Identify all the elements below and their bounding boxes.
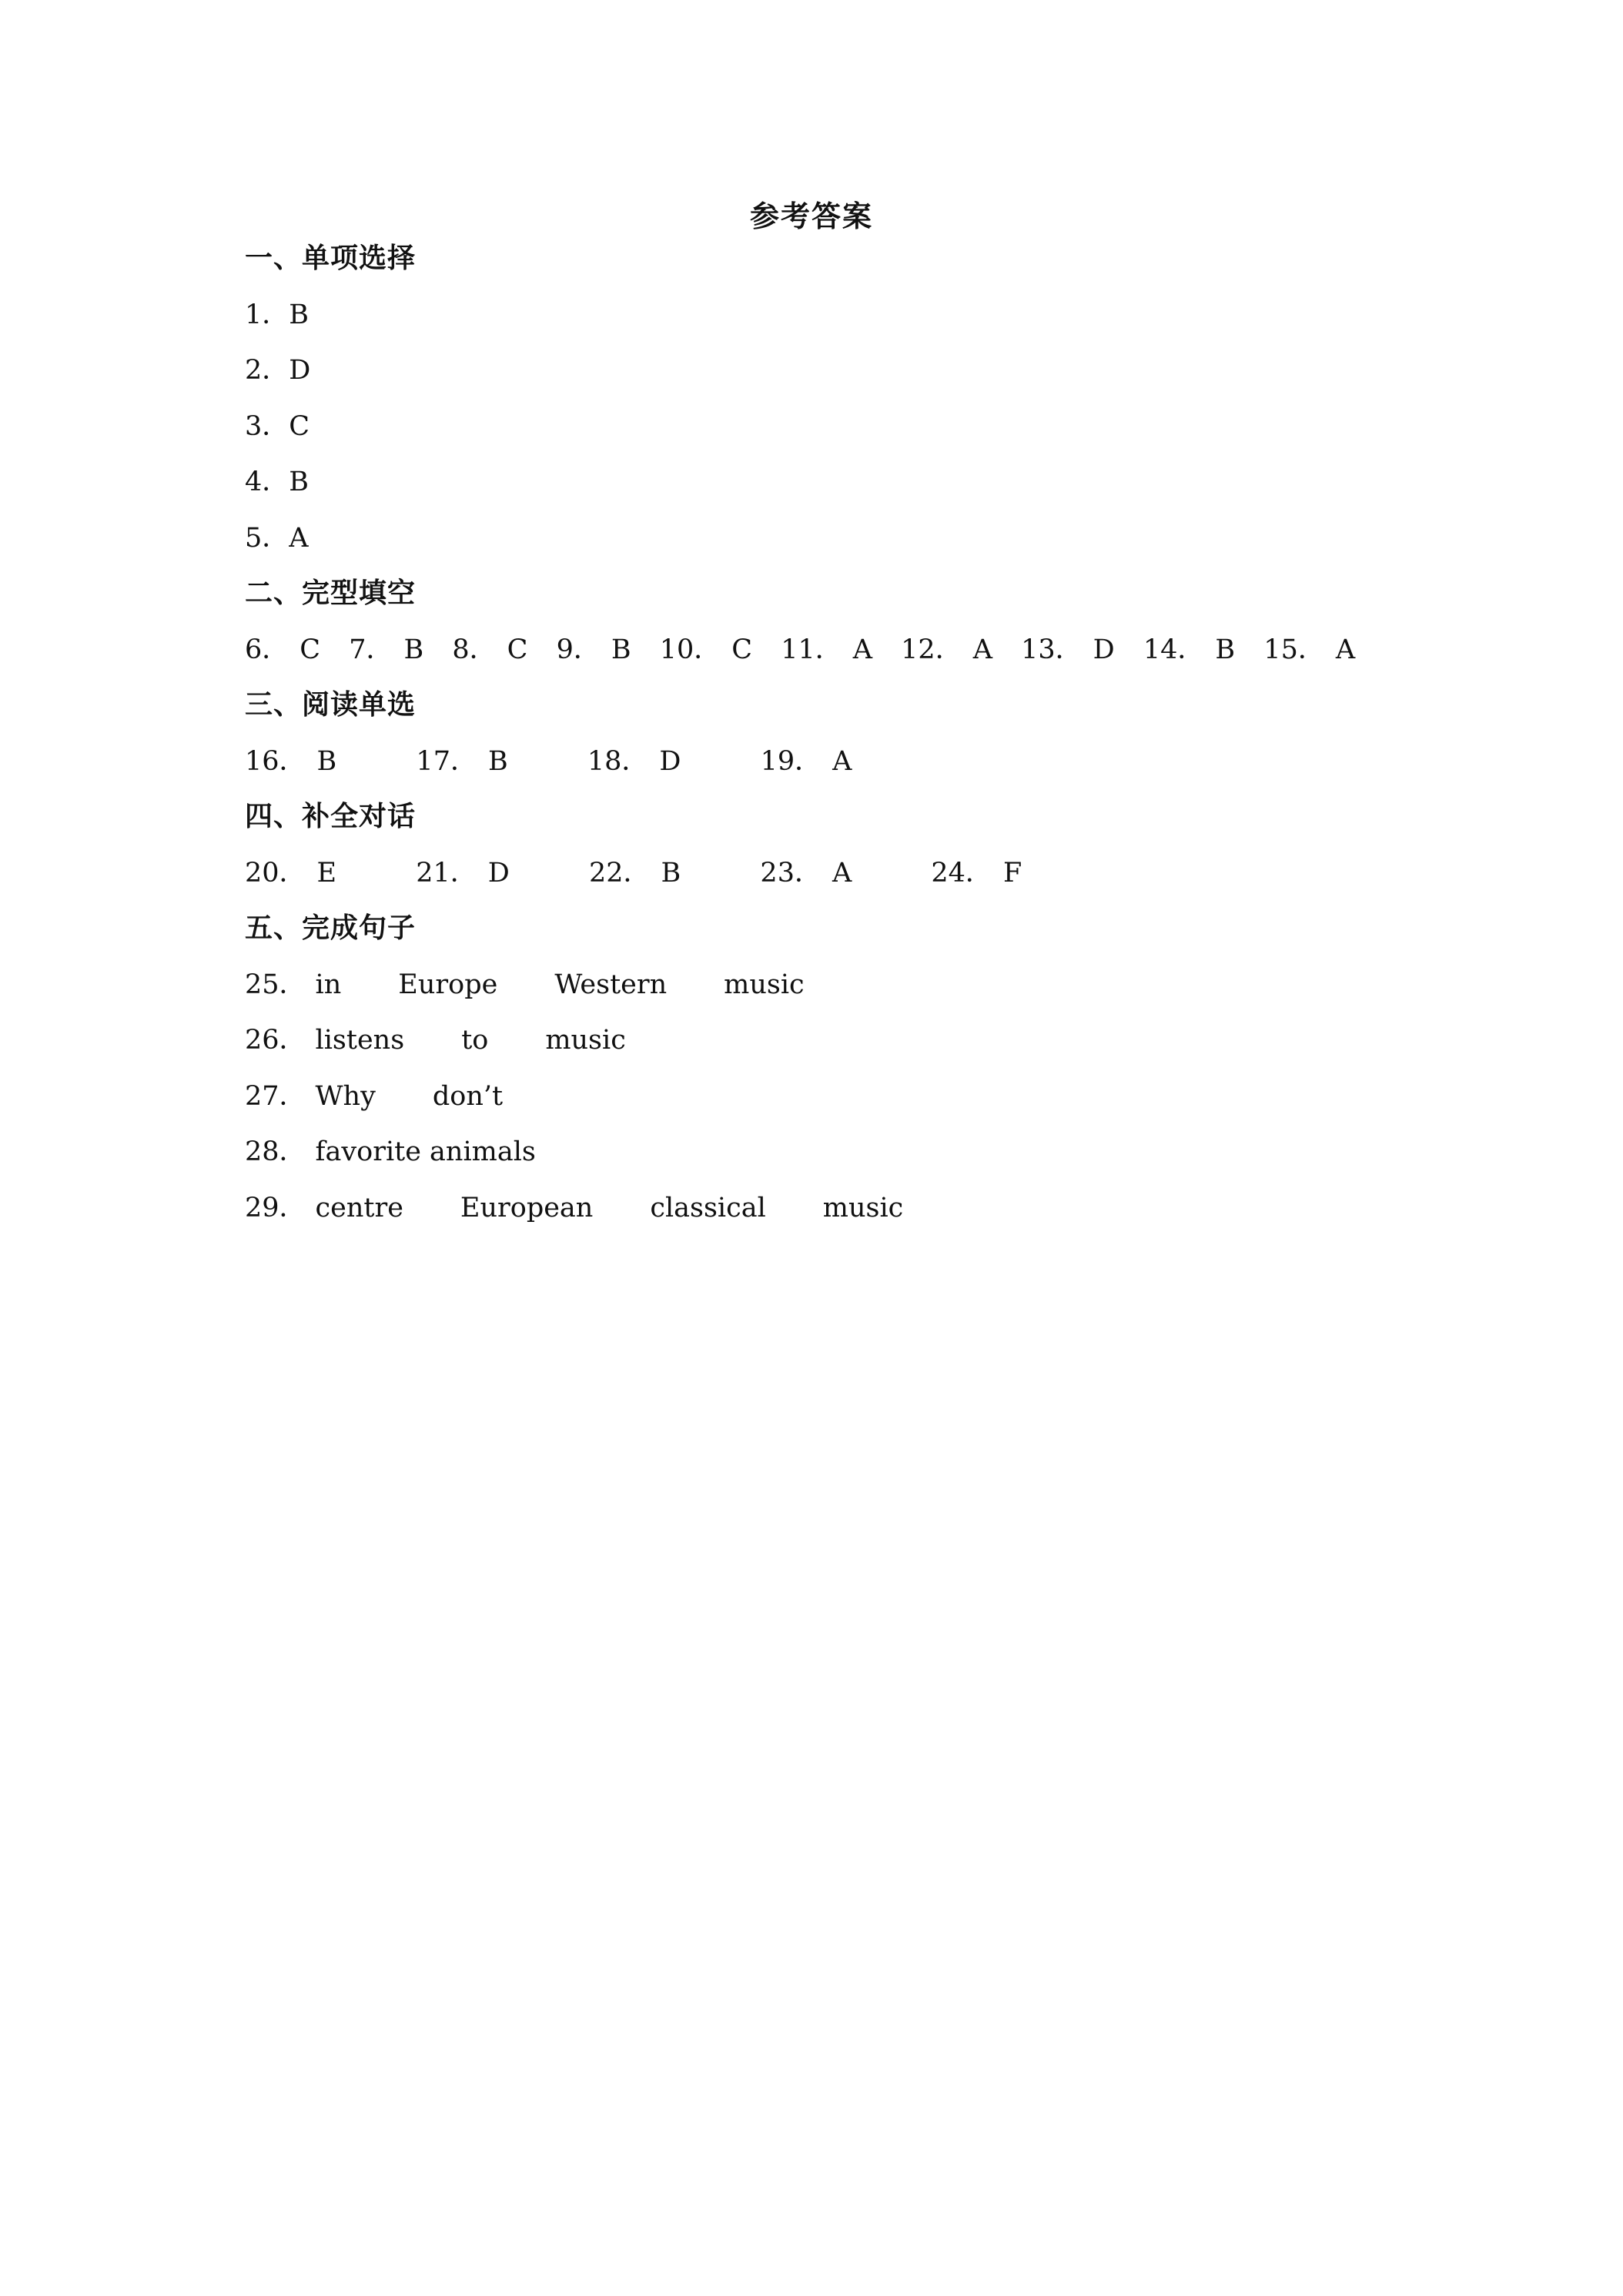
answer-letter: A <box>832 857 852 889</box>
answer-line <box>245 343 1400 399</box>
answer-letter: C <box>507 634 528 665</box>
answer-letter: D <box>1093 634 1115 665</box>
question-number: 24． <box>931 857 992 889</box>
answer-item <box>557 622 631 678</box>
answer-letter: D <box>659 745 681 777</box>
answer-item <box>761 734 852 790</box>
answer-line <box>245 1124 1400 1180</box>
answer-item <box>416 734 507 790</box>
answer-letter: A <box>289 522 309 554</box>
answer-line <box>245 287 1400 343</box>
question-number: 12． <box>901 634 962 665</box>
answer-item <box>901 622 992 678</box>
page-title: 参考答案 <box>749 199 873 233</box>
answer-line <box>245 454 1400 510</box>
answer-row-reading <box>245 734 1400 790</box>
answer-letter: B <box>487 745 508 777</box>
answer-letter: E <box>316 857 337 889</box>
answer-row-cloze <box>245 622 1400 678</box>
answer-letter: B <box>1215 634 1236 665</box>
answer-word: music <box>822 1192 904 1223</box>
question-number: 19． <box>760 745 822 777</box>
question-number: 23． <box>760 857 822 889</box>
section-heading-dialogue: 四、补全对话 <box>245 801 417 832</box>
answer-word: favorite animals <box>315 1136 536 1167</box>
question-number: 25． <box>245 969 306 1000</box>
answer-letter: A <box>1335 634 1356 665</box>
section-heading-complete-sentences: 五、完成句子 <box>245 912 417 944</box>
answer-word: Europe <box>398 969 498 1000</box>
answer-letter: D <box>289 355 311 386</box>
question-number: 10． <box>659 634 721 665</box>
question-number: 18． <box>587 745 649 777</box>
question-number: 11． <box>781 634 842 665</box>
answer-word: music <box>724 969 805 1000</box>
answer-letter: B <box>403 634 424 665</box>
answer-letter: B <box>611 634 631 665</box>
question-number: 21． <box>416 857 477 889</box>
question-number: 1． <box>245 299 289 330</box>
answer-line <box>245 957 1400 1013</box>
question-number: 22． <box>589 857 651 889</box>
question-number: 17． <box>416 745 477 777</box>
question-number: 7． <box>349 634 393 665</box>
answer-item <box>1263 622 1355 678</box>
answer-letter: B <box>289 299 310 330</box>
answer-word: listens <box>315 1025 405 1056</box>
answer-letter: A <box>832 745 852 777</box>
question-number: 8． <box>452 634 497 665</box>
answer-line <box>245 399 1400 455</box>
answer-item <box>781 622 872 678</box>
answer-item <box>245 622 320 678</box>
answer-word: classical <box>650 1192 766 1223</box>
question-number: 27． <box>245 1080 306 1112</box>
answer-item <box>1021 622 1115 678</box>
answer-line <box>245 1180 1400 1237</box>
answer-line <box>245 510 1400 567</box>
answer-item <box>760 845 852 902</box>
answer-letter: C <box>289 410 310 442</box>
section-heading-single-choice: 一、单项选择 <box>245 243 417 274</box>
question-number: 14． <box>1143 634 1205 665</box>
answer-line <box>245 1012 1400 1069</box>
section-heading-cloze: 二、完型填空 <box>245 577 417 609</box>
question-number: 15． <box>1263 634 1325 665</box>
answer-item <box>245 845 336 902</box>
answer-line <box>245 1069 1400 1125</box>
answer-letter: B <box>316 745 337 777</box>
answer-item <box>931 845 1022 902</box>
question-number: 28． <box>245 1136 306 1167</box>
answer-letter: D <box>487 857 510 889</box>
question-number: 9． <box>556 634 601 665</box>
answer-word: music <box>545 1025 626 1056</box>
question-number: 3． <box>245 410 289 442</box>
answer-item <box>245 734 336 790</box>
question-number: 6． <box>245 634 289 665</box>
answer-letter: C <box>300 634 321 665</box>
answer-content <box>245 231 1400 1236</box>
answer-letter: A <box>972 634 992 665</box>
question-number: 13． <box>1021 634 1083 665</box>
answer-word: centre <box>315 1192 403 1223</box>
answer-word: don’t <box>432 1080 504 1112</box>
answer-item <box>452 622 527 678</box>
answer-item <box>1143 622 1235 678</box>
question-number: 5． <box>245 522 289 554</box>
question-number: 2． <box>245 355 289 386</box>
answer-item <box>660 622 752 678</box>
answer-word: European <box>460 1192 594 1223</box>
answer-letter: A <box>852 634 873 665</box>
section-heading-reading: 三、阅读单选 <box>245 689 417 721</box>
answer-row-dialogue <box>245 845 1400 902</box>
answer-letter: F <box>1002 857 1022 889</box>
answer-item <box>589 845 681 902</box>
answer-item <box>587 734 681 790</box>
question-number: 26． <box>245 1025 306 1056</box>
answer-letter: C <box>731 634 753 665</box>
answer-item <box>416 845 510 902</box>
question-number: 29． <box>245 1192 306 1223</box>
answer-item <box>349 622 423 678</box>
question-number: 16． <box>245 745 306 777</box>
question-number: 4． <box>245 467 289 497</box>
answer-letter: B <box>661 857 681 889</box>
answer-word: Western <box>554 969 668 1000</box>
question-number: 20． <box>245 857 306 889</box>
answer-letter: B <box>289 467 310 497</box>
answer-word: to <box>461 1025 489 1056</box>
answer-word: Why <box>315 1080 376 1112</box>
answer-word: in <box>315 969 342 1000</box>
